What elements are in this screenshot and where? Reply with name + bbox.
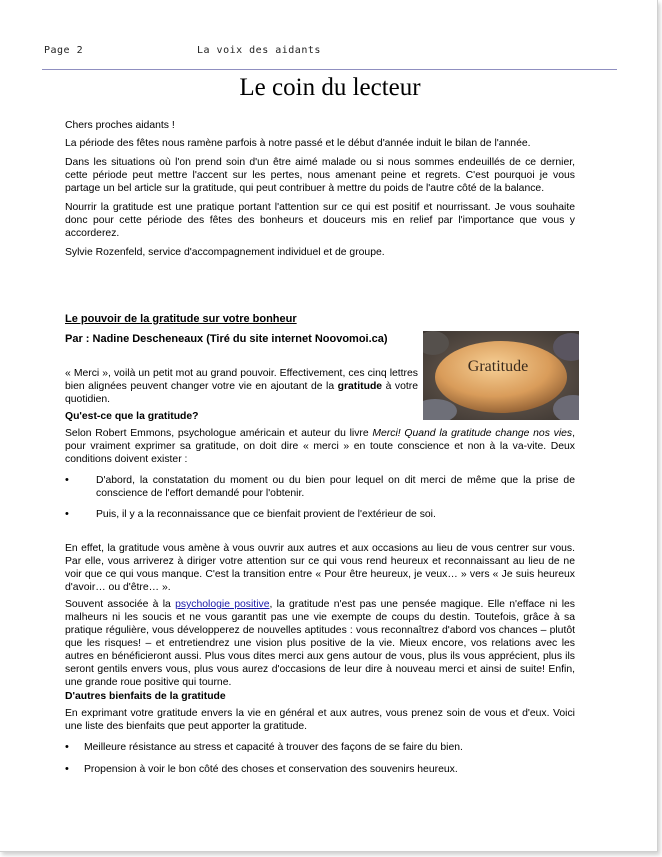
bullet-icon: • xyxy=(65,474,69,486)
intro-text-end: à votre quotidien. xyxy=(65,381,418,405)
article-paragraph: En effet, la gratitude vous amène à vous ouvrir aux autres et aux occasions au lieu de vous centrer sur vous. Par elle, vous arriverez à diriger votre attention sur ce qui vous rend heureux et reconnaissant au lieu de ne voir que ce qui vous manque. C'est la transition entre « Pour être heureux, je veux… » vers « Je suis heureux d'avoir… ou d'être… ». xyxy=(65,543,575,593)
definition-text-end: , pour vraiment exprimer sa gratitude, on doit dire « merci » en toute conscience et non à la va-vite. Deux conditions doivent exister : xyxy=(65,428,575,465)
bullet-icon: • xyxy=(65,763,69,775)
letter-signature: Sylvie Rozenfeld, service d'accompagnement individuel et de groupe. xyxy=(65,247,385,258)
gratitude-stone-image xyxy=(423,331,579,420)
list-item xyxy=(65,741,575,754)
article-intro xyxy=(65,367,418,406)
stone-photo-icon xyxy=(423,331,579,420)
intro-text: « Merci », voilà un petit mot au grand pouvoir. Effectivement, ces cinq lettres bien alignées peuvent changer votre vie en ajoutant de la xyxy=(65,368,418,392)
image-caption: Gratitude xyxy=(467,358,529,375)
page-number: Page 2 xyxy=(44,45,84,56)
list-item-text: Meilleure résistance au stress et capacité à trouver des façons de se faire du bien. xyxy=(84,742,463,753)
section-heading: D'autres bienfaits de la gratitude xyxy=(65,691,226,702)
article-byline: Par : Nadine Descheneaux (Tiré du site internet Noovomoi.ca) xyxy=(65,333,388,345)
article-paragraph xyxy=(65,598,575,689)
list-item-text: Propension à voir le bon côté des choses et conservation des souvenirs heureux. xyxy=(84,764,458,775)
letter xyxy=(65,119,575,259)
letter-paragraph: Dans les situations où l'on prend soin d'un être aimé malade ou si nous sommes endeuillés de ce dernier, cette période peut mettre l'accent sur les pertes, nous amenant peine et regrets. C'est pourquoi je vous partage un bel article sur la gratitude, qui peut contribuer à mettre du poids de l'autre côté de la balance. xyxy=(65,157,575,194)
page-title: Le coin du lecteur xyxy=(239,74,421,101)
letter-greeting: Chers proches aidants ! xyxy=(65,120,175,131)
section-heading: Qu'est-ce que la gratitude? xyxy=(65,411,199,422)
list-item xyxy=(65,763,575,776)
list-item xyxy=(65,508,575,521)
letter-paragraph: Nourrir la gratitude est une pratique portant l'attention sur ce qui est positif et nourrissant. Je vous souhaite donc pour cette période des fêtes des bonheurs et douceurs mis en relief par l'importance que vous y accorderez. xyxy=(65,202,575,239)
list-item-text: Puis, il y a la reconnaissance que ce bienfait provient de l'extérieur de soi. xyxy=(96,509,436,520)
list-item-text: D'abord, la constatation du moment ou du bien pour lequel on dit merci de même que la prise de conscience de l'effort demandé pour l'obtenir. xyxy=(96,475,575,499)
article-paragraph: En exprimant votre gratitude envers la vie en général et aux autres, vous prenez soin de vous et d'eux. Voici une liste des bienfaits que peut apporter la gratitude. xyxy=(65,708,575,732)
header-rule xyxy=(42,69,617,70)
psychologie-positive-link[interactable]: psychologie positive xyxy=(175,599,270,610)
letter-paragraph: La période des fêtes nous ramène parfois à notre passé et le début d'année induit le bilan de l'année. xyxy=(65,138,531,149)
definition-text: Selon Robert Emmons, psychologue américain et auteur du livre xyxy=(65,428,373,439)
intro-bold: gratitude xyxy=(337,381,383,392)
paragraph-text: Souvent associée à la xyxy=(65,599,176,610)
book-title: Merci! Quand la gratitude change nos vies xyxy=(372,428,573,439)
paragraph-text-end: , la gratitude n'est pas une pensée magique. Elle n'efface ni les malheurs ni les soucis et ne vous garantit pas une vie exempte de coups du destin. Toutefois, grâce à sa pratique régulière, vous développerez de nouvelles aptitudes : vous reconnaîtrez d'abord vos chances – plutôt que les risques! – et entretiendrez une vision plus positive de la vie. Mieux encore, vos relations avec les autres en bénéficieront aussi. Plus vous dites merci aux gens autour de vous, plus ils vous apprécient, plus ils seront gentils envers vous, plus vous aurez d'occasions de leur dire à nouveau merci et ainsi de suite! Enfin, une grande roue positive qui tourne. xyxy=(65,599,575,688)
list-item xyxy=(65,474,575,500)
bullet-icon: • xyxy=(65,508,69,520)
publication-name: La voix des aidants xyxy=(197,45,321,56)
article-title: Le pouvoir de la gratitude sur votre bonheur xyxy=(65,313,297,325)
definition-paragraph xyxy=(65,427,575,466)
bullet-icon: • xyxy=(65,741,69,753)
